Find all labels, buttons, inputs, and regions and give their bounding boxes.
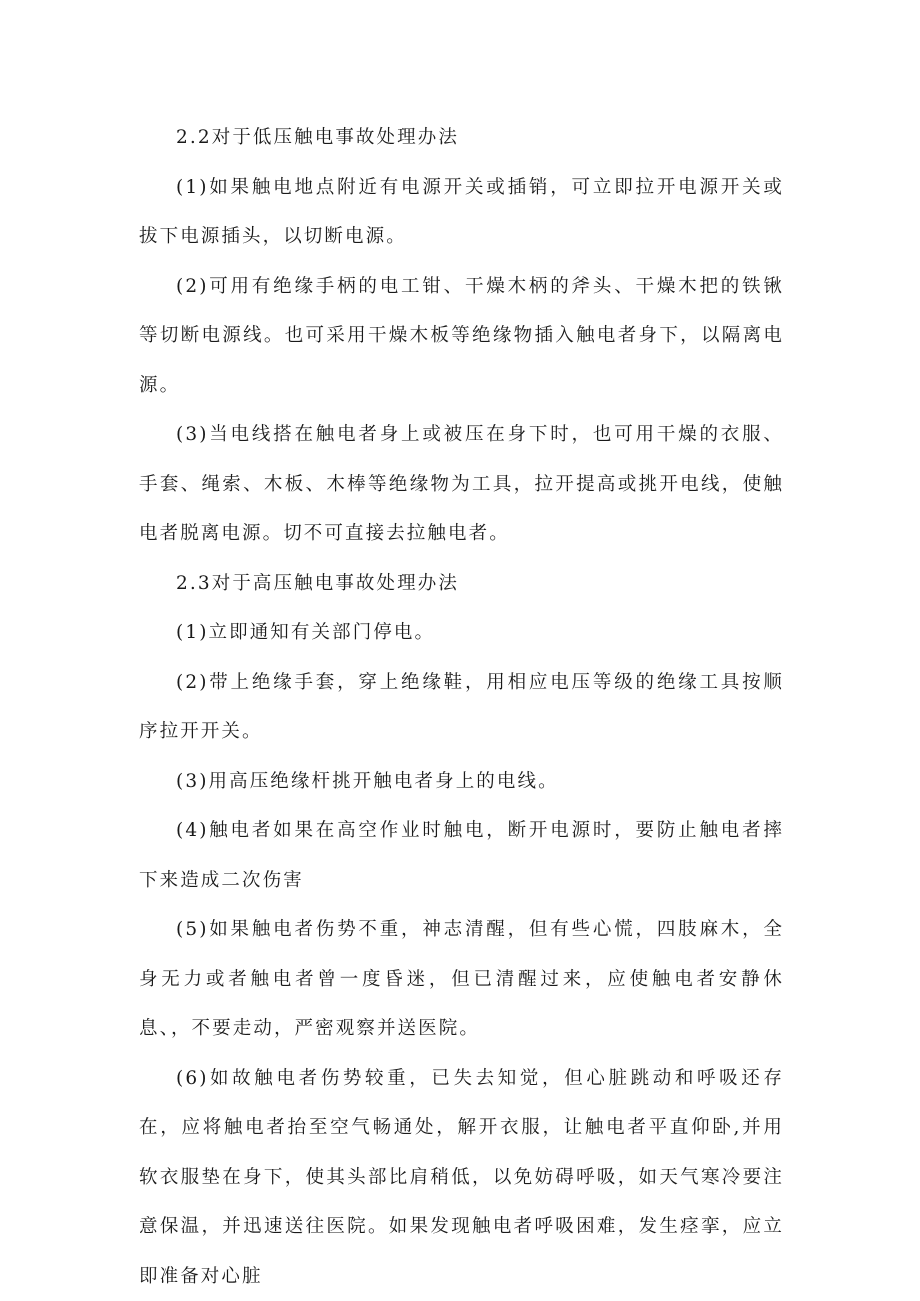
paragraph-low-voltage-1: (1)如果触电地点附近有电源开关或插销，可立即拉开电源开关或拔下电源插头，以切断电源。 xyxy=(139,176,784,247)
paragraph-low-voltage-3: (3)当电线搭在触电者身上或被压在身下时，也可用干燥的衣服、手套、绳索、木板、木棒等绝缘物为工具，拉开提高或挑开电线，使触电者脱离电源。切不可直接去拉触电者。 xyxy=(139,424,784,544)
paragraph-high-voltage-6: (6)如故触电者伤势较重，已失去知觉，但心脏跳动和呼吸还存在，应将触电者抬至空气畅通处，解开衣服，让触电者平直仰卧,并用软衣服垫在身下，使其头部比肩稍低，以免妨碍呼吸，如天气寒冷要注意保温，并迅速送往医院。如果发现触电者呼吸困难，发生痉挛，应立即准备对心脏 xyxy=(139,1067,784,1287)
paragraph-high-voltage-2: (2)带上绝缘手套，穿上绝缘鞋，用相应电压等级的绝缘工具按顺序拉开开关。 xyxy=(139,671,784,742)
section-heading-high-voltage: 2.3对于高压触电事故处理办法 xyxy=(176,572,459,594)
document-body xyxy=(139,113,784,1301)
paragraph-high-voltage-5: (5)如果触电者伤势不重，神志清醒，但有些心慌，四肢麻木，全身无力或者触电者曾一度昏迷，但已清醒过来，应使触电者安静休息、，不要走动，严密观察并送医院。 xyxy=(139,919,784,1039)
section-heading-low-voltage: 2.2对于低压触电事故处理办法 xyxy=(176,127,459,148)
paragraph-high-voltage-3: (3)用高压绝缘杆挑开触电者身上的电线。 xyxy=(176,770,559,792)
paragraph-low-voltage-2: (2)可用有绝缘手柄的电工钳、干燥木柄的斧头、干燥木把的铁锹等切断电源线。也可采用干燥木板等绝缘物插入触电者身下，以隔离电源。 xyxy=(139,275,784,396)
paragraph-high-voltage-1: (1)立即通知有关部门停电。 xyxy=(176,622,436,643)
paragraph-high-voltage-4: (4)触电者如果在高空作业时触电，断开电源时，要防止触电者摔下来造成二次伤害 xyxy=(139,820,784,891)
